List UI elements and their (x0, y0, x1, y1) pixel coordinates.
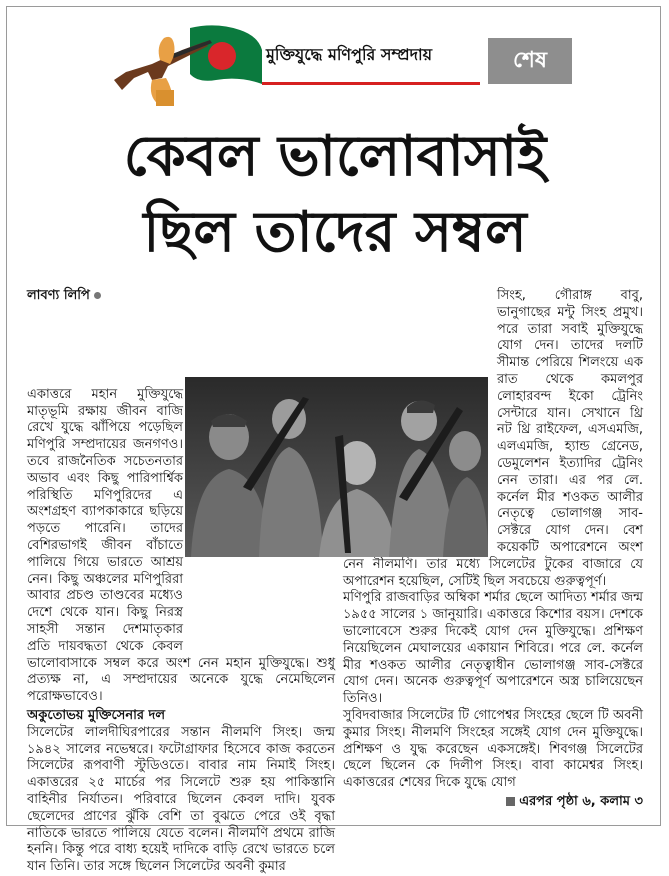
bullet-icon (94, 292, 101, 299)
headline (20, 118, 650, 270)
square-bullet-icon (506, 797, 515, 806)
headline-line-1: কেবল ভালোবাসাই (123, 123, 547, 189)
section-underline (262, 82, 480, 85)
tag-badge: শেষ (488, 38, 572, 84)
continued-note (343, 794, 643, 811)
rifle-flag-logo (112, 20, 262, 108)
spacer (27, 305, 335, 387)
headline-line-2: ছিল তাদের সম্বল (143, 199, 527, 265)
freedom-fighters-photo (185, 377, 488, 557)
intro-text: একাত্তরে মহান মুক্তিযুদ্ধে মাতৃভূমি রক্ষায় জীবন বাজি রেখে যুদ্ধে ঝাঁপিয়ে পড়েছিল মণিপুরি সম্প্রদায়ের জনগণও। তবে রাজনৈতিক সচেতনতার অভাব এবং কিছু পারিপার্শ্বিক পরিস্থিতি মণিপুরিদের এ অংশগ্রহণ ব্যাপকাকারে ছড়িয়ে পড়তে পারেনি। তাদের বেশিরভাগই জীবন বাঁচাতে পালিয়ে গিয়ে ভারতে আশ্রয় নেন। কিছু অঞ্চলের মণিপুরিরা আবার প্রচণ্ড তাণ্ডবের মধ্যেও দেশে থেকে যান। কিছু নিরস্ত্র সাহসী সন্তান দেশমাতৃকার প্রতি দায়বদ্ধতা থেকে কেবল ভালোবাসাকে সম্বল করে অংশ নেন মহান মুক্তিযুদ্ধে। শুধু প্রত্যক্ষ না, এ সম্প্রদায়ের অনেকে যুদ্ধে নেমেছিলেন পরোক্ষভাবেও। (27, 386, 335, 705)
section-title: মুক্তিযুদ্ধে মণিপুরি সম্প্রদায় (266, 45, 433, 64)
para-2-text: সিংহ, গৌরাঙ্গ বাবু, ভানুগাছের মন্টু সিংহ প্রমুখ। পরে তারা সবাই মুক্তিযুদ্ধে যোগ দেন। তাদের দলটি সীমান্ত পেরিয়ে শিলংয়ে এক রাত থেকে কমলপুর লোহারবন্দ ইকো ট্রেনিং সেন্টারে যান। সেখানে থ্রি নট থ্রি রাইফেল, এসএমজি, এলএমজি, হ্যান্ড গ্রেনেড, ডেমুলেশন ইত্যাদির ট্রেনিং নেন তারা। এর পর লে. কর্নেল মীর শওকত আলীর নেতৃত্বে ভোলাগঞ্জ সাব-সেক্টরে যোগ দেন। বেশ কয়েকটি অপারেশনে অংশ নেন নীলমণি। তার মধ্যে সিলেটের টুকের বাজারে যে অপারেশন হয়েছিল, সেটিই ছিল সবচেয়ে গুরুত্বপূর্ণ। (343, 288, 643, 589)
subheading: অকুতোভয় মুক্তিসেনার দল (27, 707, 166, 723)
article-body-col1: সিলেটের লালদীঘিরপারের সন্তান নীলমণি সিংহ। জন্ম ১৯৪২ সালের নভেম্বরে। ফটোগ্রাফার হিসেবে কাজ করতেন সিলেটের রূপবাণী স্টুডিওতে। বাবার নাম নিমাই সিংহ। একাত্তরের ২৫ মার্চের পর সিলেটে শুরু হয় পাকিস্তানি বাহিনীর নির্যাতন। পরিবারে ছিলেন কেবল দাদি। যুবক ছেলেদের প্রাণের ঝুঁকি বেশি তা বুঝতে পেরে ওই বৃদ্ধা নাতিকে ভারতে পালিয়ে যেতে বলেন। নীলমণি প্রথমে রাজি হননি। কিন্তু পরে বাধ্য হয়েই দাদিকে বাড়ি রেখে ভারতে চলে যান তিনি। তার সঙ্গে ছিলেন সিলেটের অবনী কুমার (27, 724, 335, 875)
byline-name: লাবণ্য লিপি (27, 288, 90, 303)
article-para-3: মণিপুরি রাজবাড়ির অম্বিকা শর্মার ছেলে আদিত্য শর্মার জন্ম ১৯৫৫ সালের ১ জানুয়ারি। একাত্তরে কিশোর বয়স। দেশকে ভালোবেসে শুরুর দিকেই যোগ দেন মুক্তিযুদ্ধে। প্রশিক্ষণ নিয়েছিলেন মেঘালয়ের একায়ান শিবিরে। পরে লে. কর্নেল মীর শওকত আলীর নেতৃত্বাধীন ভোলাগঞ্জ সাব-সেক্টরে যোগ দেন। অনেক গুরুত্বপূর্ণ অপারেশনে অস্ত্র চালিয়েছেন তিনিও। (343, 590, 643, 707)
article-para-4: সুবিদবাজার সিলেটের টি গোপেশ্বর সিংহের ছেলে টি অবনী কুমার সিংহ। নীলমণি সিংহের সঙ্গেই যোগ দেন মুক্তিযুদ্ধে। প্রশিক্ষণ ও যুদ্ধ করেছেন একসঙ্গেই। শিবগঞ্জ সিলেটের ছেলে ছিলেন কে দিলীপ সিংহ। বাবা কামেশ্বর সিংহ। একাত্তরের শেষের দিকে যুদ্ধে যোগ (343, 707, 643, 791)
continued-text: এরপর পৃষ্ঠা ৬, কলাম ৩ (519, 793, 643, 809)
byline (27, 288, 335, 305)
